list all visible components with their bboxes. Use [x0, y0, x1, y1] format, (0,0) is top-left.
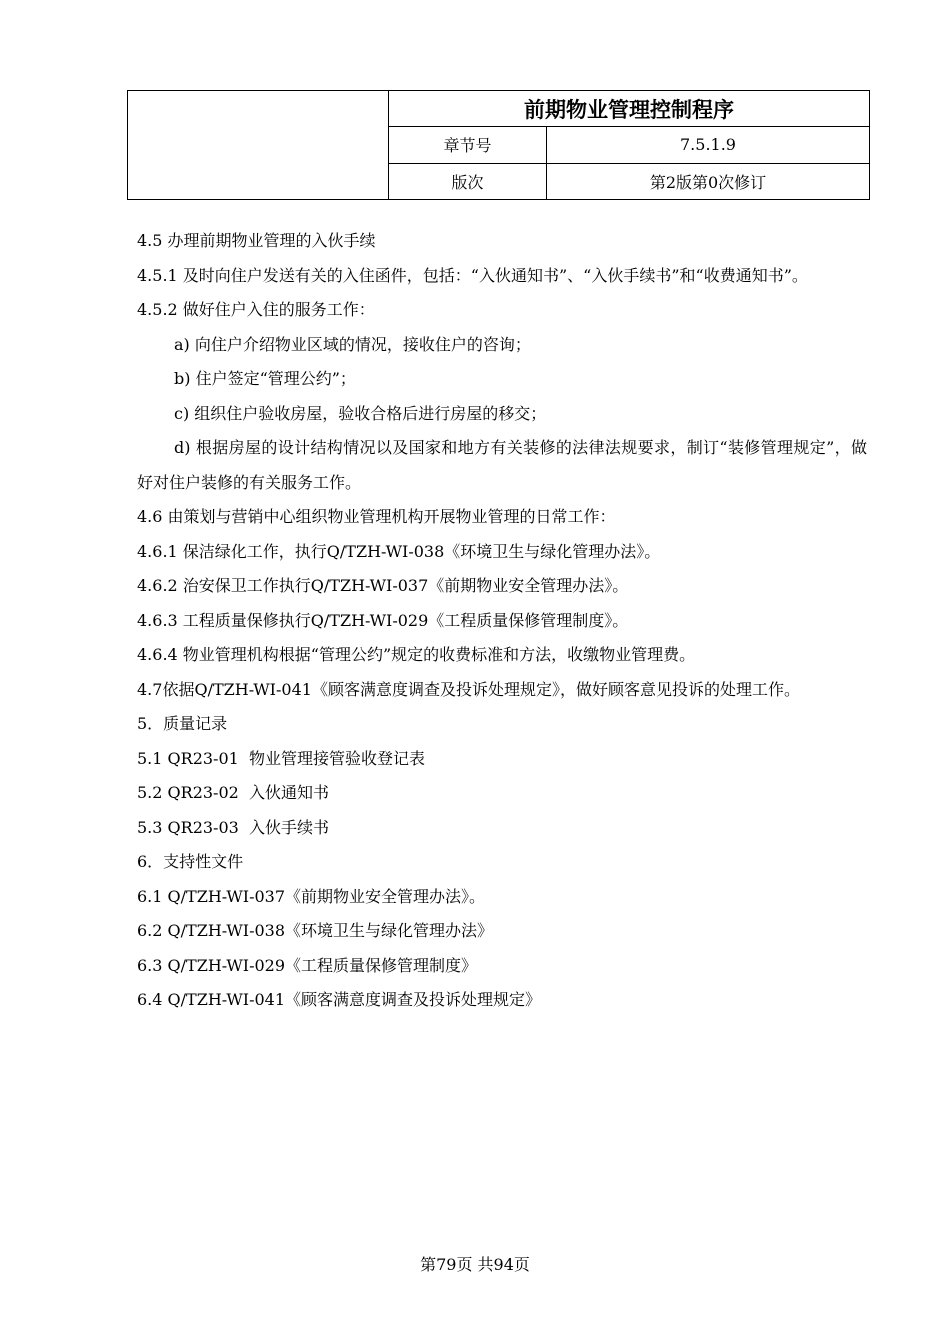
- page-number: 第79页 共94页: [420, 1255, 530, 1274]
- list-item: a) 向住户介绍物业区域的情况，接收住户的咨询；: [174, 334, 531, 354]
- paragraph: 4.6.4 物业管理机构根据“管理公约”规定的收费标准和方法，收缴物业管理费。: [137, 645, 696, 664]
- reference-item: 6.4 Q/TZH-WI-041《顾客满意度调查及投诉处理规定》: [137, 990, 542, 1009]
- logo-cell: [128, 91, 389, 200]
- chapter-label: 章节号: [389, 127, 547, 163]
- version-label: 版次: [389, 163, 547, 199]
- reference-item: 6.3 Q/TZH-WI-029《工程质量保修管理制度》: [137, 955, 478, 975]
- section-heading: 6．支持性文件: [137, 852, 244, 871]
- paragraph: 4.7依据Q/TZH-WI-041《顾客满意度调查及投诉处理规定》，做好顾客意见投诉的处理工作。: [137, 679, 800, 699]
- paragraph: 4.5.1 及时向住户发送有关的入住函件，包括：“入伙通知书”、“入伙手续书”和“收费通知书”。: [137, 265, 808, 285]
- paragraph: 4.5.2 做好住户入住的服务工作：: [137, 300, 375, 319]
- section-heading: 4.6 由策划与营销中心组织物业管理机构开展物业管理的日常工作：: [137, 507, 616, 526]
- list-item: d) 根据房屋的设计结构情况以及国家和地方有关装修的法律法规要求，制订“装修管理规定”，做好对住户装修的有关服务工作。: [137, 438, 867, 492]
- list-item: c) 组织住户验收房屋，验收合格后进行房屋的移交；: [174, 403, 547, 423]
- document-title: 前期物业管理控制程序: [389, 91, 870, 127]
- version-value: 第2版第0次修订: [547, 163, 870, 199]
- paragraph: 4.6.2 治安保卫工作执行Q/TZH-WI-037《前期物业安全管理办法》。: [137, 576, 629, 595]
- section-heading: 5．质量记录: [137, 714, 228, 733]
- reference-item: 6.1 Q/TZH-WI-037《前期物业安全管理办法》。: [137, 886, 486, 906]
- record-item: 5.3 QR23-03 入伙手续书: [137, 817, 329, 837]
- chapter-value: 7.5.1.9: [547, 127, 870, 163]
- section-heading: 4.5 办理前期物业管理的入伙手续: [137, 231, 376, 250]
- list-item: b) 住户签定“管理公约”；: [174, 369, 356, 388]
- reference-item: 6.2 Q/TZH-WI-038《环境卫生与绿化管理办法》: [137, 921, 494, 940]
- paragraph: 4.6.3 工程质量保修执行Q/TZH-WI-029《工程质量保修管理制度》。: [137, 610, 629, 630]
- document-header-table: [127, 90, 870, 200]
- record-item: 5.2 QR23-02 入伙通知书: [137, 783, 329, 802]
- document-body: [137, 224, 867, 1018]
- record-item: 5.1 QR23-01 物业管理接管验收登记表: [137, 748, 425, 768]
- paragraph: 4.6.1 保洁绿化工作，执行Q/TZH-WI-038《环境卫生与绿化管理办法》。: [137, 541, 661, 561]
